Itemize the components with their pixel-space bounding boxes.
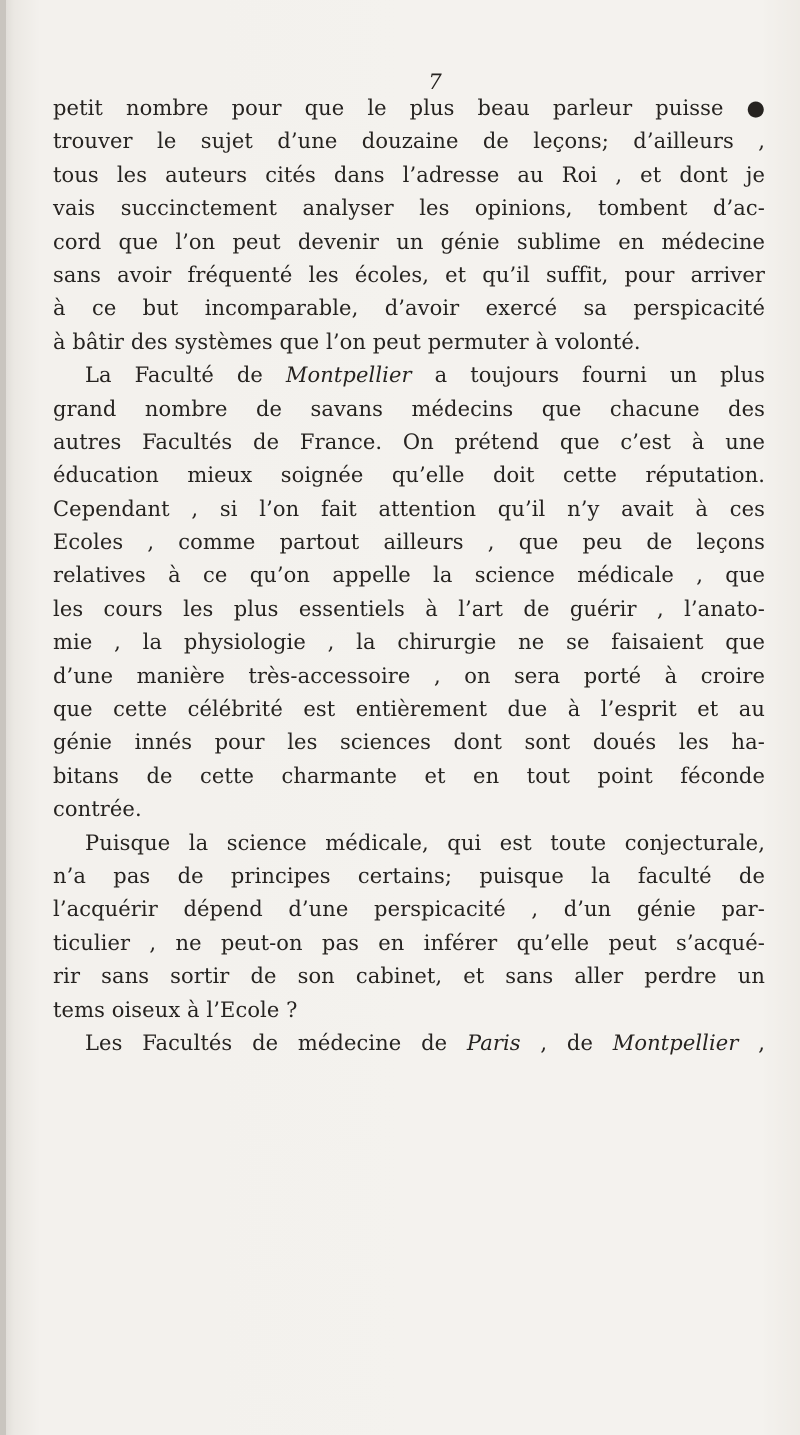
text-line: relatives à ce qu’on appelle la science médicale , que [53,563,765,588]
text-span: , de [520,1030,613,1055]
text-span: La Faculté de [85,363,286,388]
text-line: d’une manière très-accessoire , on sera porté à croire [53,663,765,688]
text-line: les cours les plus essentiels à l’art de guérir , l’anato- [53,596,765,621]
text-line: autres Facultés de France. On prétend que c’est à une [53,429,765,454]
text-line: sans avoir fréquenté les écoles, et qu’il suffit, pour arriver [53,262,765,287]
text-line: génie innés pour les sciences dont sont doués les ha- [53,730,765,755]
text-line: trouver le sujet d’une douzaine de leçons; d’ailleurs , [53,129,765,154]
place-name: Montpellier [612,1030,739,1055]
text-line: à bâtir des systèmes que l’on peut permuter à volonté. [53,329,641,354]
text-line [53,1027,765,1060]
text-line: ticulier , ne peut-on pas en inférer qu’elle peut s’acqué- [53,930,765,955]
text-line: petit nombre pour que le plus beau parleur puisse ● [53,96,765,120]
text-line [53,359,765,392]
text-line: Ecoles , comme partout ailleurs , que peu de leçons [53,530,765,555]
text-line: l’acquérir dépend d’une perspicacité , d’un génie par- [53,897,765,922]
text-line: tous les auteurs cités dans l’adresse au Roi , et dont je [53,162,765,187]
body-text [53,92,765,1060]
place-name: Montpellier [285,363,412,388]
text-line: que cette célébrité est entièrement due à l’esprit et au [53,697,765,722]
text-line: vais succinctement analyser les opinions, tombent d’ac- [53,196,765,221]
text-span: a toujours fourni un plus [411,363,765,388]
text-span: Les Facultés de médecine de [85,1030,467,1055]
text-line: n’a pas de principes certains; puisque la faculté de [53,863,765,888]
text-line: grand nombre de savans médecins que chacune des [53,396,765,421]
text-line: tems oiseux à l’Ecole ? [53,997,298,1022]
text-line: Puisque la science médicale, qui est toute conjecturale, [85,830,765,855]
text-line: cord que l’on peut devenir un génie sublime en médecine [53,229,765,254]
text-line: éducation mieux soignée qu’elle doit cette réputation. [53,463,765,488]
place-name: Paris [466,1030,521,1055]
text-line: mie , la physiologie , la chirurgie ne se faisaient que [53,630,765,655]
text-line: Cependant , si l’on fait attention qu’il n’y avait à ces [53,496,765,521]
text-line: rir sans sortir de son cabinet, et sans aller perdre un [53,964,765,989]
text-line: à ce but incomparable, d’avoir exercé sa perspicacité [53,296,765,321]
page-binding-edge [0,0,6,1435]
text-line: bitans de cette charmante et en tout point féconde [53,763,765,788]
text-span: , [738,1030,765,1055]
text-line: contrée. [53,797,142,822]
page-number: 7 [428,70,442,94]
